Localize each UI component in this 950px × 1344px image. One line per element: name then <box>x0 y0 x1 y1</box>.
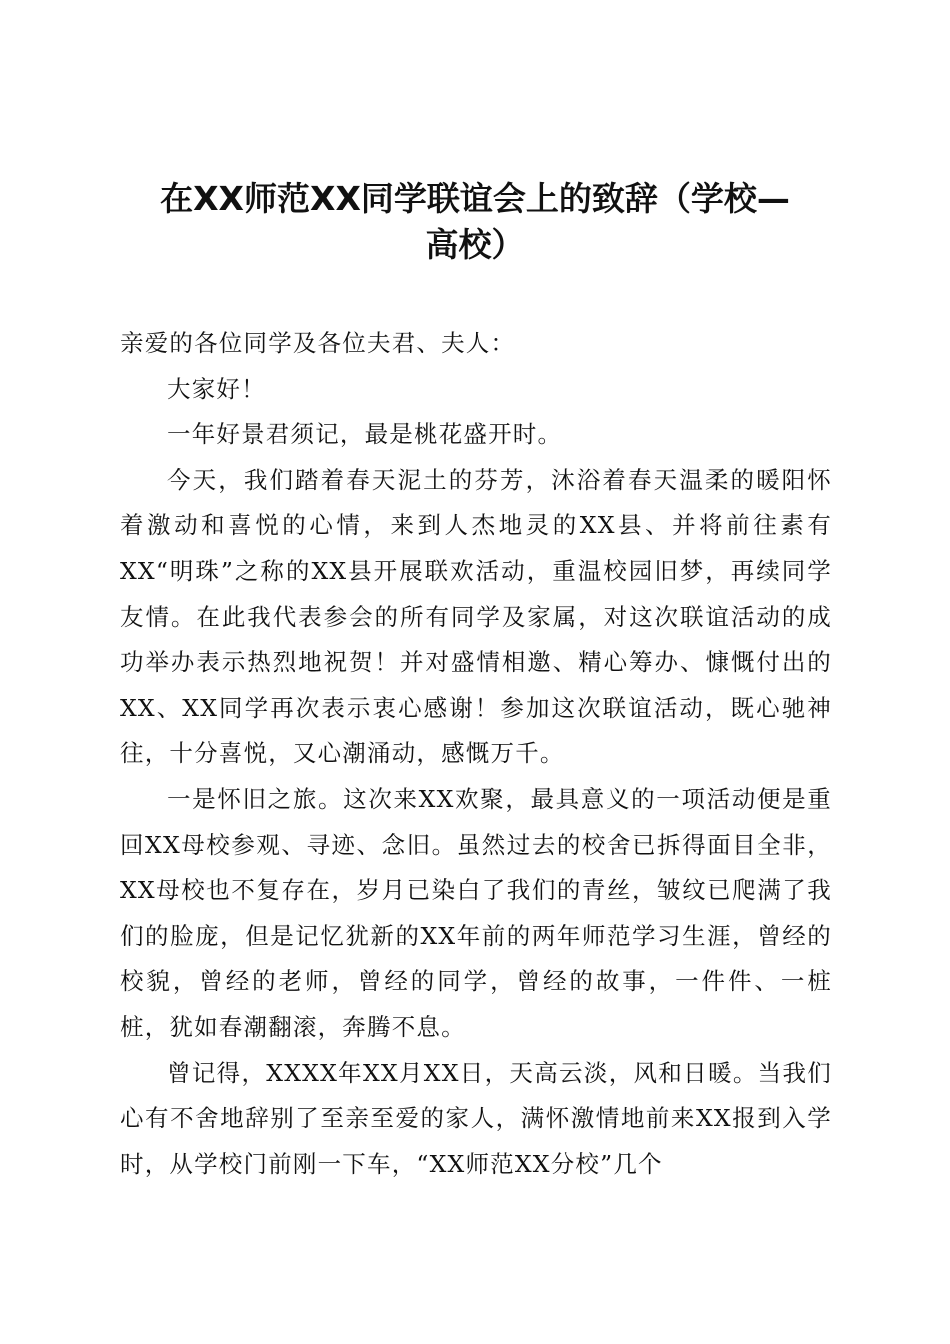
title-line-1: 在XX师范XX同学联谊会上的致辞（学校— <box>160 179 790 218</box>
document-title <box>110 176 840 268</box>
title-line-2: 高校） <box>425 225 525 264</box>
salutation: 亲爱的各位同学及各位夫君、夫人： <box>120 329 516 357</box>
paragraph-nostalgia-trip: 一是怀旧之旅。这次来XX欢聚，最具意义的一项活动便是重回XX母校参观、寻迹、念旧。虽然过去的校舍已拆得面目全非，XX母校也不复存在，岁月已染白了我们的青丝，皱纹已爬满了我们的脸庞，但是记忆犹新的XX年前的两年师范学习生涯，曾经的校貌，曾经的老师，曾经的同学，曾经的故事，一件件、一桩桩，犹如春潮翻滚，奔腾不息。 <box>120 784 832 1041</box>
paragraph-verse: 一年好景君须记，最是桃花盛开时。 <box>167 420 563 449</box>
paragraph-memory: 曾记得，XXXX年XX月XX日，天高云淡，风和日暖。当我们心有不舍地辞别了至亲至爱的家人，满怀激情地前来XX报到入学时，从学校门前刚一下车，“XX师范XX分校”几个 <box>120 1058 832 1178</box>
paragraph-greeting: 大家好！ <box>167 374 266 403</box>
paragraph-opening: 今天，我们踏着春天泥土的芬芳，沐浴着春天温柔的暖阳怀着激动和喜悦的心情，来到人杰地灵的XX县、并将前往素有XX“明珠”之称的XX县开展联欢活动，重温校园旧梦，再续同学友情。在此我代表参会的所有同学及家属，对这次联谊活动的成功举办表示热烈地祝贺！并对盛情相邀、精心筹办、慷慨付出的XX、XX同学再次表示衷心感谢！参加这次联谊活动，既心驰神往，十分喜悦，又心潮涌动，感慨万千。 <box>120 465 832 768</box>
document-body <box>120 321 832 1187</box>
